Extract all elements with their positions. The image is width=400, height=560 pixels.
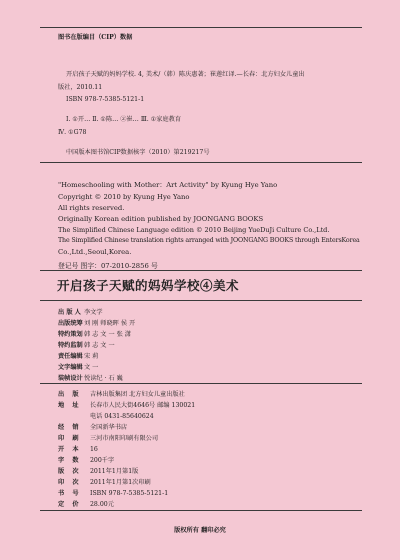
publish-label: 印 刷 [58, 435, 82, 442]
publish-row [58, 499, 114, 508]
copyright-line: Copyright © 2010 by Kyung Hye Yano [58, 193, 190, 201]
publish-label: 开 本 [58, 446, 82, 453]
bottom-rule [40, 510, 362, 511]
copyright-line: The Simplified Chinese translation rights arranged with JOONGANG BOOKS through EntersKorea [58, 237, 360, 244]
top-rule [40, 27, 362, 28]
credit-label: 特约策划 [58, 331, 83, 338]
divider-rule [40, 300, 362, 301]
book-title: 开启孩子天赋的妈妈学校④美术 [57, 278, 240, 293]
publish-value: 长春市人民大街4646号 邮编 130021 [90, 402, 196, 409]
credit-value: 悦读纪 · 石 巍 [84, 375, 123, 382]
publish-label: 版 次 [58, 468, 82, 475]
publish-value: 电话 0431-85640624 [90, 413, 154, 420]
credit-label: 出 版 人 [58, 309, 81, 316]
publish-label: 书 号 [58, 490, 82, 497]
publish-value: 2011年1月第1次印刷 [90, 479, 151, 486]
publish-row [58, 422, 127, 431]
publish-row [58, 433, 158, 442]
publish-value: 16 [90, 446, 98, 453]
credit-label: 文字编辑 [58, 364, 83, 371]
publish-label: 定 价 [58, 501, 82, 508]
divider-rule [40, 162, 362, 163]
publish-value: ISBN 978-7-5385-5121-1 [90, 490, 169, 497]
publish-value: 三河市南阳印刷有限公司 [90, 435, 159, 442]
credit-row [58, 307, 103, 316]
publish-row [58, 400, 195, 409]
publish-value: 全国新华书店 [90, 424, 128, 431]
credit-row [58, 340, 115, 349]
copyright-line: "Homeschooling with Mother：Art Activity" by Kyung Hye Yano [58, 181, 278, 189]
publish-row [58, 477, 151, 486]
credit-value: 宋 莉 [84, 353, 99, 360]
cip-number: 中国版本图书馆CIP数据核字（2010）第219217号 [66, 149, 210, 156]
publish-row [58, 488, 168, 497]
cip-line: Ⅳ. ①G78 [58, 129, 87, 136]
credit-label: 特约监制 [58, 342, 83, 349]
copyright-line: All rights reserved. [58, 204, 125, 212]
credit-value: 韩 志 文 一 [84, 342, 115, 349]
cip-heading: 图书在版编目（CIP）数据 [58, 34, 133, 41]
credit-row [58, 318, 135, 327]
publish-value: 2011年1月第1版 [90, 468, 139, 475]
credit-value: 韩 志 文 一 张 潇 [84, 331, 131, 338]
credit-value: 刘 刚 师晓晖 侯 开 [84, 320, 136, 327]
cip-line: Ⅰ. ①开… Ⅱ. ①陈… ②崔… Ⅲ. ①家庭教育 [66, 116, 182, 123]
credit-label: 责任编辑 [58, 353, 83, 360]
publish-value: 吉林出版集团 北方妇女儿童出版社 [90, 391, 185, 398]
publish-label: 出 版 [58, 391, 82, 398]
cip-line: 开启孩子天赋的妈妈学校. 4, 美术/（韩）陈庆惠著；崔莲红译.—长春：北方妇女儿童出 [66, 71, 305, 78]
credit-label: 出版统筹 [58, 320, 83, 327]
divider-rule [40, 383, 362, 384]
credit-value: 李文学 [84, 309, 103, 316]
credit-value: 文 一 [84, 364, 99, 371]
credit-row [58, 351, 98, 360]
register-number: 登记号 图字：07-2010-2856 号 [58, 262, 158, 270]
publish-row [58, 466, 138, 475]
credit-row [58, 373, 123, 382]
publish-label: 经 销 [58, 424, 82, 431]
cip-line: ISBN 978-7-5385-5121-1 [66, 96, 145, 103]
publish-row [58, 389, 185, 398]
copyright-line: Co.,Ltd.,Seoul,Korea. [58, 248, 132, 256]
publish-label: 地 址 [58, 402, 82, 409]
credit-row [58, 362, 98, 371]
copyright-line: The Simplified Chinese Language edition © 2010 Beijing YueDuJi Culture Co.,Ltd. [58, 226, 330, 234]
credit-label: 装帧设计 [58, 375, 83, 382]
publish-label: 印 次 [58, 479, 82, 486]
cip-line: 版社，2010.11 [58, 84, 103, 91]
credit-row [58, 329, 131, 338]
copyright-line: Originally Korean edition published by JOONGANG BOOKS [58, 215, 264, 223]
divider-rule [40, 270, 362, 271]
publish-value: 28.00元 [90, 501, 114, 508]
rights-reserved: 版权所有 翻印必究 [174, 527, 226, 534]
publish-row [58, 455, 114, 464]
publish-value: 200千字 [90, 457, 115, 464]
publish-row [58, 411, 154, 420]
publish-row [58, 444, 98, 453]
publish-label: 字 数 [58, 457, 82, 464]
